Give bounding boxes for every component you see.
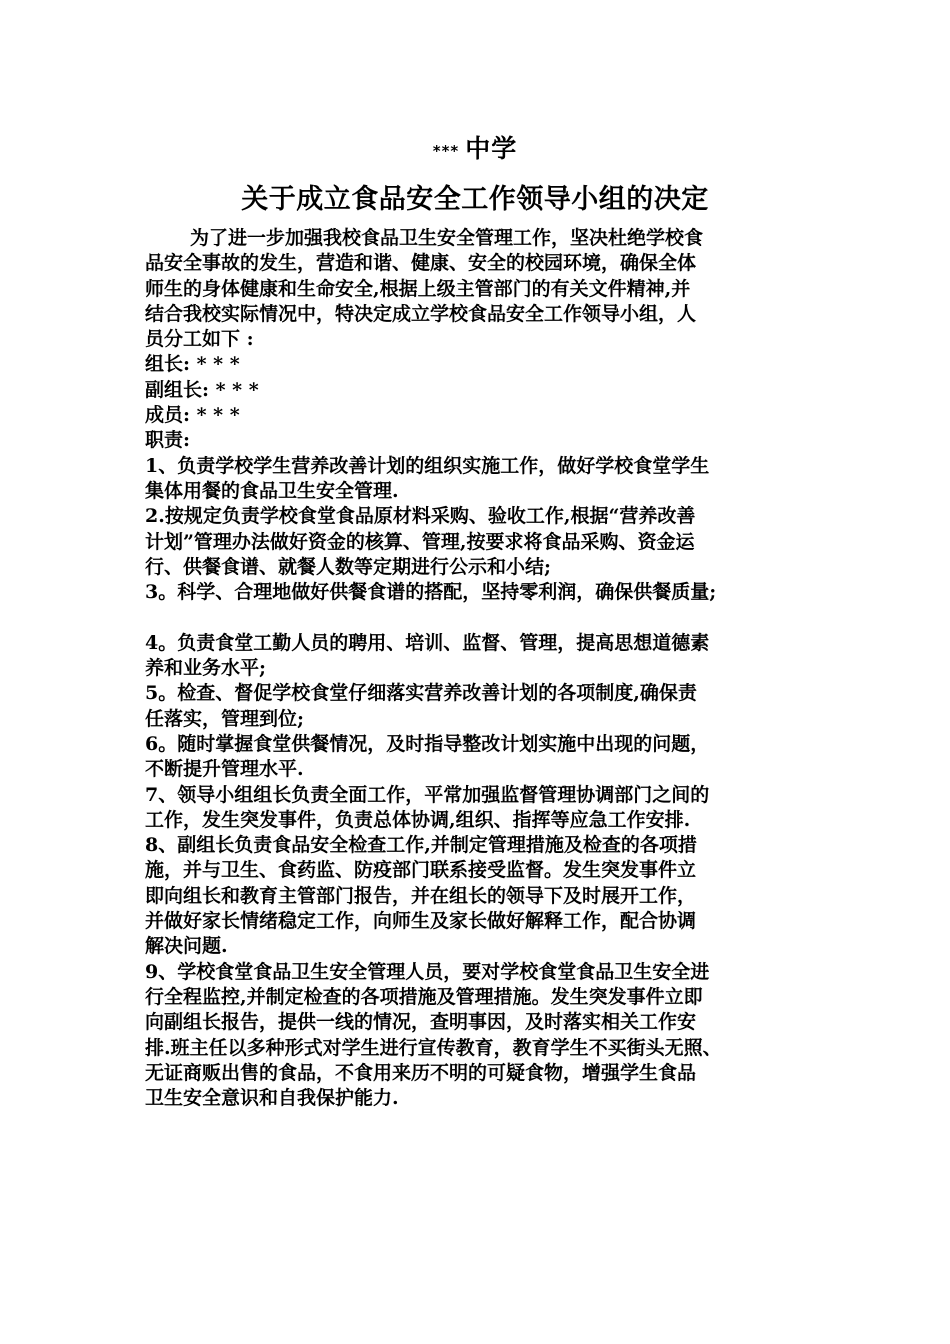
- duty-item-line: 集体用餐的食品卫生安全管理.: [145, 479, 399, 502]
- duty-item-line: 4。负责食堂工勤人员的聘用、培训、监督、管理，提高思想道德素: [145, 631, 710, 654]
- duty-item-line: 工作，发生突发事件，负责总体协调,组织、指挥等应急工作安排.: [145, 808, 691, 831]
- duty-item-line: 8、副组长负责食品安全检查工作,并制定管理措施及检查的各项措: [145, 834, 697, 857]
- duty-item-line: 养和业务水平;: [145, 657, 267, 680]
- paragraph-line: 员分工如下 :: [145, 328, 254, 351]
- duty-item-line: 排.班主任以多种形式对学生进行宣传教育，教育学生不买街头无照、: [145, 1036, 722, 1059]
- members-line: 成员: * * *: [145, 404, 240, 427]
- duty-item-line: 3。科学、合理地做好供餐食谱的搭配，坚持零利润，确保供餐质量;: [145, 581, 717, 604]
- school-name: 中学: [465, 134, 518, 163]
- duties-heading: 职责:: [145, 429, 191, 452]
- paragraph-line: 品安全事故的发生，营造和谐、健康、安全的校园环境，确保全体: [145, 252, 697, 275]
- school-name-stars: ***: [432, 142, 460, 160]
- document-title: 关于成立食品安全工作领导小组的决定: [241, 184, 709, 215]
- duty-item-line: 解决问题.: [145, 935, 228, 958]
- duty-item-line: 即向组长和教育主管部门报告，并在组长的领导下及时展开工作，: [145, 884, 697, 907]
- duty-item-line: 7、领导小组组长负责全面工作，平常加强监督管理协调部门之间的: [145, 783, 710, 806]
- duty-item-line: 无证商贩出售的食品，不食用来历不明的可疑食物，增强学生食品: [145, 1061, 697, 1084]
- duty-item-line: 行全程监控,并制定检查的各项措施及管理措施。发生突发事件立即: [145, 985, 703, 1008]
- paragraph-line: 结合我校实际情况中，特决定成立学校食品安全工作领导小组，人: [145, 302, 697, 325]
- duty-item-line: 施，并与卫生、食药监、防疫部门联系接受监督。发生突发事件立: [145, 859, 697, 882]
- duty-item-line: 2.按规定负责学校食堂食品原材料采购、验收工作,根据“营养改善: [145, 505, 696, 528]
- duty-item-line: 计划”管理办法做好资金的核算、管理,按要求将食品采购、资金运: [145, 530, 695, 553]
- duty-item-line: 9、学校食堂食品卫生安全管理人员，要对学校食堂食品卫生安全进: [145, 960, 710, 983]
- duty-item-line: 并做好家长情绪稳定工作，向师生及家长做好解释工作，配合协调: [145, 910, 697, 933]
- group-leader-line: 组长: * * *: [145, 353, 240, 376]
- blank-line: [145, 605, 817, 630]
- duty-item-line: 向副组长报告，提供一线的情况，查明事因，及时落实相关工作安: [145, 1011, 697, 1034]
- paragraph-line: 师生的身体健康和生命安全,根据上级主管部门的有关文件精神,并: [145, 277, 691, 300]
- duty-item-line: 5。检查、督促学校食堂仔细落实营养改善计划的各项制度,确保责: [145, 682, 697, 705]
- duty-item-line: 1、负责学校学生营养改善计划的组织实施工作，做好学校食堂学生: [145, 454, 710, 477]
- duty-item-line: 卫生安全意识和自我保护能力.: [145, 1087, 399, 1110]
- document-body: [145, 226, 817, 1111]
- duty-item-line: 行、供餐食谱、就餐人数等定期进行公示和小结;: [145, 555, 552, 578]
- school-title: [0, 131, 950, 169]
- duty-item-line: 6。随时掌握食堂供餐情况，及时指导整改计划实施中出现的问题，: [145, 732, 710, 755]
- deputy-leader-line: 副组长: * * *: [145, 378, 259, 401]
- paragraph-line: 为了进一步加强我校食品卫生安全管理工作，坚决杜绝学校食: [190, 227, 704, 249]
- duty-item-line: 任落实，管理到位;: [145, 707, 305, 730]
- duty-item-line: 不断提升管理水平.: [145, 758, 304, 781]
